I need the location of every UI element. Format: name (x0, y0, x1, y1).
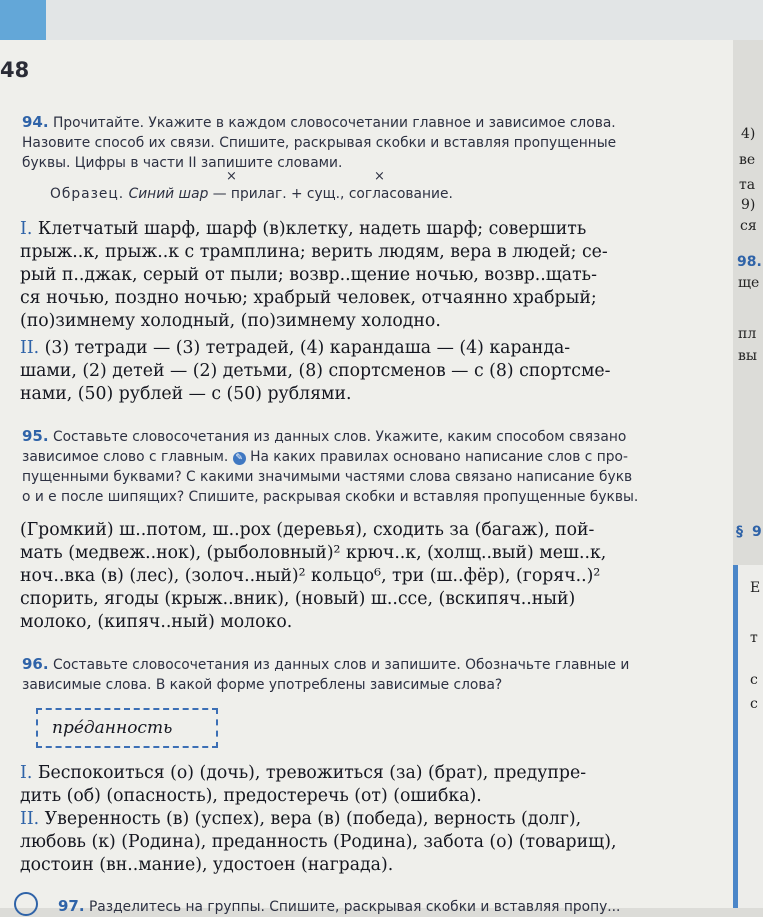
instruction-line: буквы. Цифры в части II запишите словами. (22, 155, 343, 171)
exercise-line: рый п..джак, серый от пыли; возвр..щение ночью, возвр..щать- (20, 265, 597, 285)
page-number: 48 (0, 58, 30, 82)
exercise-line: (Громкий) ш..потом, ш..рох (деревья), сходить за (багаж), пой- (20, 520, 595, 540)
task-number: 94. (22, 113, 49, 131)
exercise-line: молоко, (кипяч..ный) молоко. (20, 612, 293, 632)
instruction-line: На каких правилах основано написание слов с про- (250, 449, 628, 465)
instruction-line: Назовите способ их связи. Спишите, раскрывая скобки и вставляя пропущенные (22, 135, 617, 151)
sample (50, 186, 453, 202)
margin-text: § (736, 524, 743, 540)
instruction-line: Составьте словосочетания из данных слов и запишите. Обозначьте главные и (52, 657, 630, 673)
exercise-line: шами, (2) детей — (2) детьми, (8) спортсменов — с (8) спортсме- (20, 361, 611, 381)
exercise-line: (по)зимнему холодный, (по)зимнему холодно. (20, 311, 441, 331)
task-94-part-2 (20, 337, 730, 406)
exercise-line: Беспокоиться (о) (дочь), тревожиться (за) (брат), предупре- (37, 763, 587, 783)
part-number: II. (20, 809, 40, 829)
instruction-line: Разделитесь на группы. Спишите, раскрывая скобки и вставляя пропу... (88, 899, 621, 915)
task-96-part-1 (20, 762, 730, 808)
task-number: 95. (22, 427, 49, 445)
sample-analysis: — прилаг. + сущ., согласование. (208, 186, 453, 202)
pencil-icon: ✎ (233, 452, 246, 465)
margin-text: та (739, 177, 756, 193)
task-95-exercise (20, 519, 730, 634)
next-page-strip (738, 565, 763, 908)
margin-text: Е (750, 580, 761, 596)
instruction-line: Составьте словосочетания из данных слов. Укажите, каким способом связано (52, 429, 627, 445)
part-number: I. (20, 219, 33, 239)
sample-phrase: Синий шар (128, 186, 209, 202)
group-work-icon (14, 892, 38, 916)
task-96-instructions (22, 654, 730, 695)
margin-text: ще (738, 275, 760, 291)
exercise-line: любовь (к) (Родина), преданность (Родина), забота (о) (товарищ), (20, 832, 617, 852)
exercise-line: Клетчатый шарф, шарф (в)клетку, надеть шарф; совершить (37, 219, 587, 239)
exercise-line: Уверенность (в) (успех), вера (в) (победа), верность (долг), (44, 809, 582, 829)
task-94-instructions (22, 112, 730, 173)
task-number: 97. (58, 897, 85, 915)
task-96-part-2 (20, 808, 730, 877)
instruction-line: пущенными буквами? С какими значимыми частями слова связано написание букв (22, 469, 633, 485)
vocabulary-word-box: пре́данность (36, 708, 218, 748)
margin-text: с (750, 696, 758, 712)
exercise-line: мать (медвеж..нок), (рыболовный)² крюч..к, (холщ..вый) меш..к, (20, 543, 607, 563)
margin-text: вы (738, 348, 758, 364)
exercise-line: прыж..к, прыж..к с трамплина; верить людям, вера в людей; се- (20, 242, 608, 262)
exercise-line: (3) тетради — (3) тетрадей, (4) карандаша — (4) каранда- (44, 338, 571, 358)
cross-mark: × (374, 169, 385, 184)
margin-text: ся (740, 218, 757, 234)
sample-label: Образец. (50, 186, 125, 202)
task-number: 96. (22, 655, 49, 673)
task-94-part-1 (20, 218, 730, 333)
margin-text: 4) (741, 126, 756, 142)
instruction-line: зависимое слово с главным. (22, 449, 229, 465)
margin-text: 98. (737, 254, 762, 270)
exercise-line: достоин (вн..мание), удостоен (награда). (20, 855, 394, 875)
instruction-line: зависимые слова. В какой форме употреблены зависимые слова? (22, 677, 503, 693)
exercise-line: спорить, ягоды (крыж..вник), (новый) ш..ссе, (вскипяч..ный) (20, 589, 576, 609)
part-number: I. (20, 763, 33, 783)
exercise-line: ся ночью, поздно ночью; храбрый человек, отчаянно храбрый; (20, 288, 597, 308)
instruction-line: о и е после шипящих? Спишите, раскрывая скобки и вставляя пропущенные буквы. (22, 489, 639, 505)
margin-text: с (750, 672, 758, 688)
margin-text: 9) (741, 197, 756, 213)
exercise-line: нами, (50) рублей — с (50) рублями. (20, 384, 352, 404)
background-top (0, 0, 763, 40)
margin-text: 9 (752, 524, 762, 540)
task-97-instructions (58, 896, 728, 917)
instruction-line: Прочитайте. Укажите в каждом словосочетании главное и зависимое слова. (52, 115, 616, 131)
exercise-line: ноч..вка (в) (лес), (золоч..ный)² кольцо⁶, три (ш..фёр), (горяч..)² (20, 566, 601, 586)
margin-text: т (750, 630, 758, 646)
margin-text: ве (739, 152, 756, 168)
task-95-instructions (22, 426, 730, 507)
exercise-line: дить (об) (опасность), предостеречь (от) (ошибка). (20, 786, 482, 806)
cross-mark: × (226, 169, 237, 184)
margin-text: пл (738, 326, 757, 342)
part-number: II. (20, 338, 40, 358)
